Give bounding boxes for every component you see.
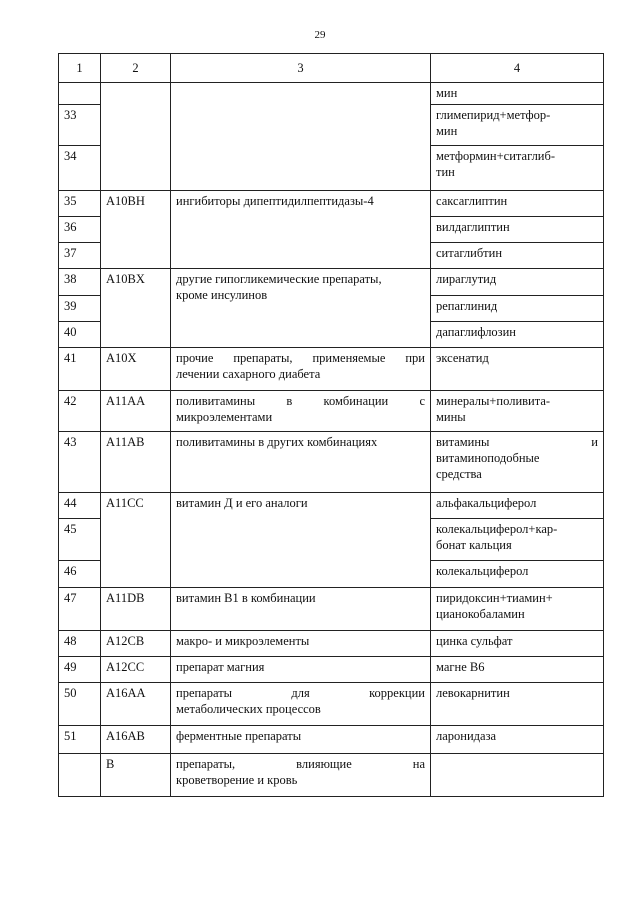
row-number: 39 — [59, 296, 101, 322]
table-row — [59, 683, 604, 726]
atc-code: A12CC — [101, 657, 171, 683]
row-number: 37 — [59, 243, 101, 269]
row-number — [59, 754, 101, 797]
table-row — [59, 588, 604, 631]
group-description-line: препараты для коррекции — [176, 686, 425, 700]
header-col-1: 1 — [59, 54, 101, 83]
drug-name: магне B6 — [431, 657, 604, 683]
drug-name-line: цианокобаламин — [436, 607, 525, 621]
drug-name-line: витаминоподобные — [436, 451, 540, 465]
drug-name: ларонидаза — [431, 726, 604, 754]
group-description — [171, 83, 431, 191]
table-row — [59, 391, 604, 432]
drug-name-line: метформин+ситаглиб- — [436, 149, 556, 163]
group-description-line: кроветворение и кровь — [176, 773, 298, 787]
row-number: 49 — [59, 657, 101, 683]
row-number: 44 — [59, 493, 101, 519]
drug-name: саксаглиптин — [431, 191, 604, 217]
row-number: 45 — [59, 519, 101, 561]
row-number: 46 — [59, 561, 101, 588]
drug-name-line: минералы+поливита- — [436, 394, 551, 408]
row-number: 48 — [59, 631, 101, 657]
group-description: препарат магния — [171, 657, 431, 683]
atc-code: A11CC — [101, 493, 171, 588]
row-number: 34 — [59, 146, 101, 191]
row-number: 36 — [59, 217, 101, 243]
drug-name-line: колекальциферол+кар- — [436, 522, 558, 536]
group-description-line: прочие препараты, применяемые при — [176, 351, 425, 365]
group-description: ингибиторы дипептидилпептидазы-4 — [171, 191, 431, 269]
group-description-line: другие гипогликемические препараты, — [176, 272, 382, 286]
atc-code — [101, 83, 171, 191]
drug-name: левокарнитин — [431, 683, 604, 726]
drug-name-line: мин — [436, 124, 458, 138]
header-col-4: 4 — [431, 54, 604, 83]
group-description: макро- и микроэлементы — [171, 631, 431, 657]
drug-name — [431, 432, 604, 493]
drug-name-line: пиридоксин+тиамин+ — [436, 591, 553, 605]
drug-name-line: глимепирид+метфор- — [436, 108, 551, 122]
drug-name: дапаглифлозин — [431, 322, 604, 348]
drug-name: вилдаглиптин — [431, 217, 604, 243]
drug-name: цинка сульфат — [431, 631, 604, 657]
group-description: витамин Д и его аналоги — [171, 493, 431, 588]
atc-code: A11AB — [101, 432, 171, 493]
group-description-line: метаболических процессов — [176, 702, 321, 716]
drug-name: альфакальциферол — [431, 493, 604, 519]
group-description-line: поливитамины в комбинации с — [176, 394, 425, 408]
drug-name — [431, 754, 604, 797]
row-number: 40 — [59, 322, 101, 348]
group-description: поливитамины в других комбинациях — [171, 432, 431, 493]
header-col-3: 3 — [171, 54, 431, 83]
drug-name — [431, 519, 604, 561]
table-row — [59, 432, 604, 493]
drug-name — [431, 105, 604, 146]
atc-code: A10X — [101, 348, 171, 391]
drug-name: лираглутид — [431, 269, 604, 296]
atc-code: A16AA — [101, 683, 171, 726]
atc-code: A11AA — [101, 391, 171, 432]
table-row — [59, 754, 604, 797]
drug-name: мин — [431, 83, 604, 105]
drug-name-line: мины — [436, 410, 466, 424]
drug-name: ситаглибтин — [431, 243, 604, 269]
group-description — [171, 269, 431, 348]
drug-classification-table — [58, 53, 604, 797]
atc-code: A16AB — [101, 726, 171, 754]
drug-name-line: средства — [436, 467, 482, 481]
atc-code: A11DB — [101, 588, 171, 631]
group-description — [171, 391, 431, 432]
row-number: 38 — [59, 269, 101, 296]
drug-name — [431, 146, 604, 191]
row-number: 43 — [59, 432, 101, 493]
table-row — [59, 191, 604, 217]
row-number: 51 — [59, 726, 101, 754]
atc-code: A10BH — [101, 191, 171, 269]
drug-name — [431, 391, 604, 432]
table-row — [59, 657, 604, 683]
group-description-line: кроме инсулинов — [176, 288, 268, 302]
page-number: 29 — [314, 29, 326, 41]
atc-code: A12CB — [101, 631, 171, 657]
group-description-line: микроэлементами — [176, 410, 273, 424]
drug-name-line: витамины и — [436, 435, 598, 449]
drug-name-line: тин — [436, 165, 455, 179]
table-row — [59, 631, 604, 657]
group-description: ферментные препараты — [171, 726, 431, 754]
table-row — [59, 493, 604, 519]
atc-code: B — [101, 754, 171, 797]
row-number: 42 — [59, 391, 101, 432]
drug-name: репаглинид — [431, 296, 604, 322]
row-number: 41 — [59, 348, 101, 391]
group-description-line: лечении сахарного диабета — [176, 367, 321, 381]
table-row — [59, 726, 604, 754]
row-number: 33 — [59, 105, 101, 146]
drug-name: эксенатид — [431, 348, 604, 391]
drug-name: колекальциферол — [431, 561, 604, 588]
group-description — [171, 683, 431, 726]
header-col-2: 2 — [101, 54, 171, 83]
group-description: витамин B1 в комбинации — [171, 588, 431, 631]
row-number: 35 — [59, 191, 101, 217]
group-description-line: препараты, влияющие на — [176, 757, 425, 771]
atc-code: A10BX — [101, 269, 171, 348]
drug-name — [431, 588, 604, 631]
table-row — [59, 83, 604, 105]
group-description — [171, 348, 431, 391]
row-number: 50 — [59, 683, 101, 726]
table-row — [59, 348, 604, 391]
table-row — [59, 269, 604, 296]
header-row — [59, 54, 604, 83]
row-number — [59, 83, 101, 105]
row-number: 47 — [59, 588, 101, 631]
group-description — [171, 754, 431, 797]
drug-name-line: бонат кальция — [436, 538, 512, 552]
